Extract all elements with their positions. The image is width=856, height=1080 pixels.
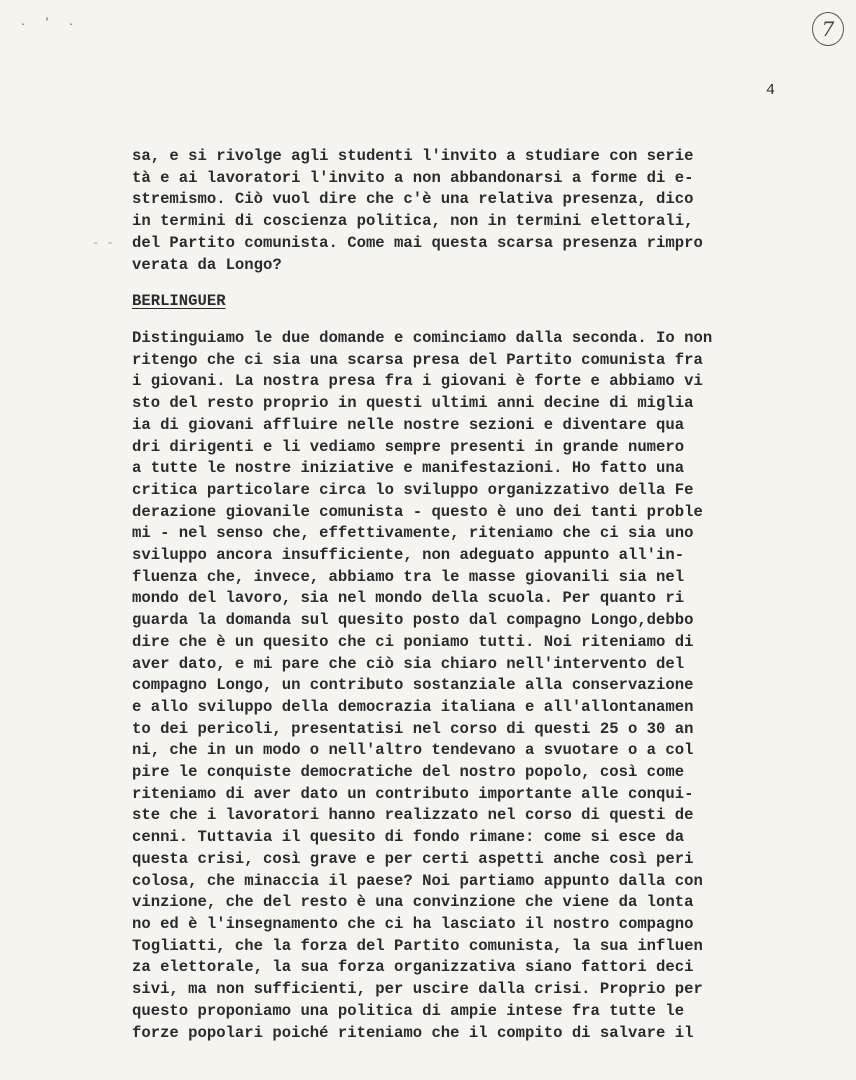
speaker-name: BERLINGUER <box>132 292 226 310</box>
text-line: cenni. Tuttavia il quesito di fondo rimane: come si esce da <box>132 828 685 847</box>
text-line: riteniamo di aver dato un contributo importante alle conqui- <box>132 784 694 803</box>
answer-paragraph <box>132 328 792 1044</box>
text-line: sa, e si rivolge agli studenti l'invito a studiare con serie <box>132 147 694 165</box>
text-line: verata da Longo? <box>132 255 282 274</box>
text-line: ritengo che ci sia una scarsa presa del Partito comunista fra <box>132 350 703 369</box>
text-line: mondo del lavoro, sia nel mondo della scuola. Per quanto ri <box>132 589 685 608</box>
text-line: compagno Longo, un contributo sostanziale alla conservazione <box>132 676 694 695</box>
text-line: questa crisi, così grave e per certi aspetti anche così peri <box>132 849 694 868</box>
text-line: e allo sviluppo della democrazia italiana e all'allontanamen <box>132 697 694 716</box>
text-line: ia di giovani affluire nelle nostre sezioni e diventare qua <box>132 415 685 434</box>
text-line: derazione giovanile comunista - questo è uno dei tanti proble <box>132 502 703 521</box>
text-line: sivi, ma non sufficienti, per uscire dalla crisi. Proprio per <box>132 980 703 999</box>
text-line: fluenza che, invece, abbiamo tra le masse giovanili sia nel <box>132 567 685 586</box>
question-paragraph <box>132 146 792 276</box>
text-line: mi - nel senso che, effettivamente, riteniamo che ci sia uno <box>132 524 694 543</box>
text-line: colosa, che minaccia il paese? Noi partiamo appunto dalla con <box>132 871 703 890</box>
text-line: questo proponiamo una politica di ampie intese fra tutte le <box>132 1001 685 1020</box>
text-line: pire le conquiste democratiche del nostro popolo, così come <box>132 763 685 782</box>
text-line: to dei pericoli, presentatisi nel corso di questi 25 o 30 an <box>132 719 694 738</box>
text-line: dire che è un quesito che ci poniamo tutti. Noi riteniamo di <box>132 632 694 651</box>
text-line: stremismo. Ciò vuol dire che c'è una relativa presenza, dico <box>132 190 694 209</box>
text-line: Togliatti, che la forza del Partito comunista, la sua influen <box>132 936 703 955</box>
text-line: sto del resto proprio in questi ultimi anni decine di miglia <box>132 394 694 413</box>
text-line: ni, che in un modo o nell'altro tendevano a svuotare o a col <box>132 741 694 760</box>
text-line: in termini di coscienza politica, non in termini elettorali, <box>132 212 694 231</box>
text-line: critica particolare circa lo sviluppo organizzativo della Fe <box>132 480 694 499</box>
archive-page-mark: 7 <box>812 12 844 46</box>
text-line: forze popolari poiché riteniamo che il compito di salvare il <box>132 1023 694 1042</box>
text-line: za elettorale, la sua forza organizzativa siano fattori deci <box>132 958 694 977</box>
text-line: del Partito comunista. Come mai questa scarsa presenza rimpro <box>132 233 703 252</box>
text-line: a tutte le nostre iniziative e manifestazioni. Ho fatto una <box>132 459 685 478</box>
text-line: no ed è l'insegnamento che ci ha lasciato il nostro compagno <box>132 914 694 933</box>
text-line: vinzione, che del resto è una convinzione che viene da lonta <box>132 893 694 912</box>
text-line: Distinguiamo le due domande e cominciamo dalla seconda. Io non <box>132 329 713 347</box>
text-line: i giovani. La nostra presa fra i giovani è forte e abbiamo vi <box>132 372 703 391</box>
margin-mark: - - <box>92 236 114 250</box>
text-line: guarda la domanda sul quesito posto dal compagno Longo,debbo <box>132 611 694 630</box>
text-line: tà e ai lavoratori l'invito a non abbandonarsi a forme di e- <box>132 168 694 187</box>
page-number: 4 <box>766 82 776 99</box>
text-line: aver dato, e mi pare che ciò sia chiaro nell'intervento del <box>132 654 685 673</box>
text-line: dri dirigenti e li vediamo sempre presenti in grande numero <box>132 437 685 456</box>
scan-specks: . ' . <box>20 18 81 29</box>
text-line: ste che i lavoratori hanno realizzato nel corso di questi de <box>132 806 694 825</box>
text-line: sviluppo ancora insufficiente, non adeguato appunto all'in- <box>132 546 685 565</box>
